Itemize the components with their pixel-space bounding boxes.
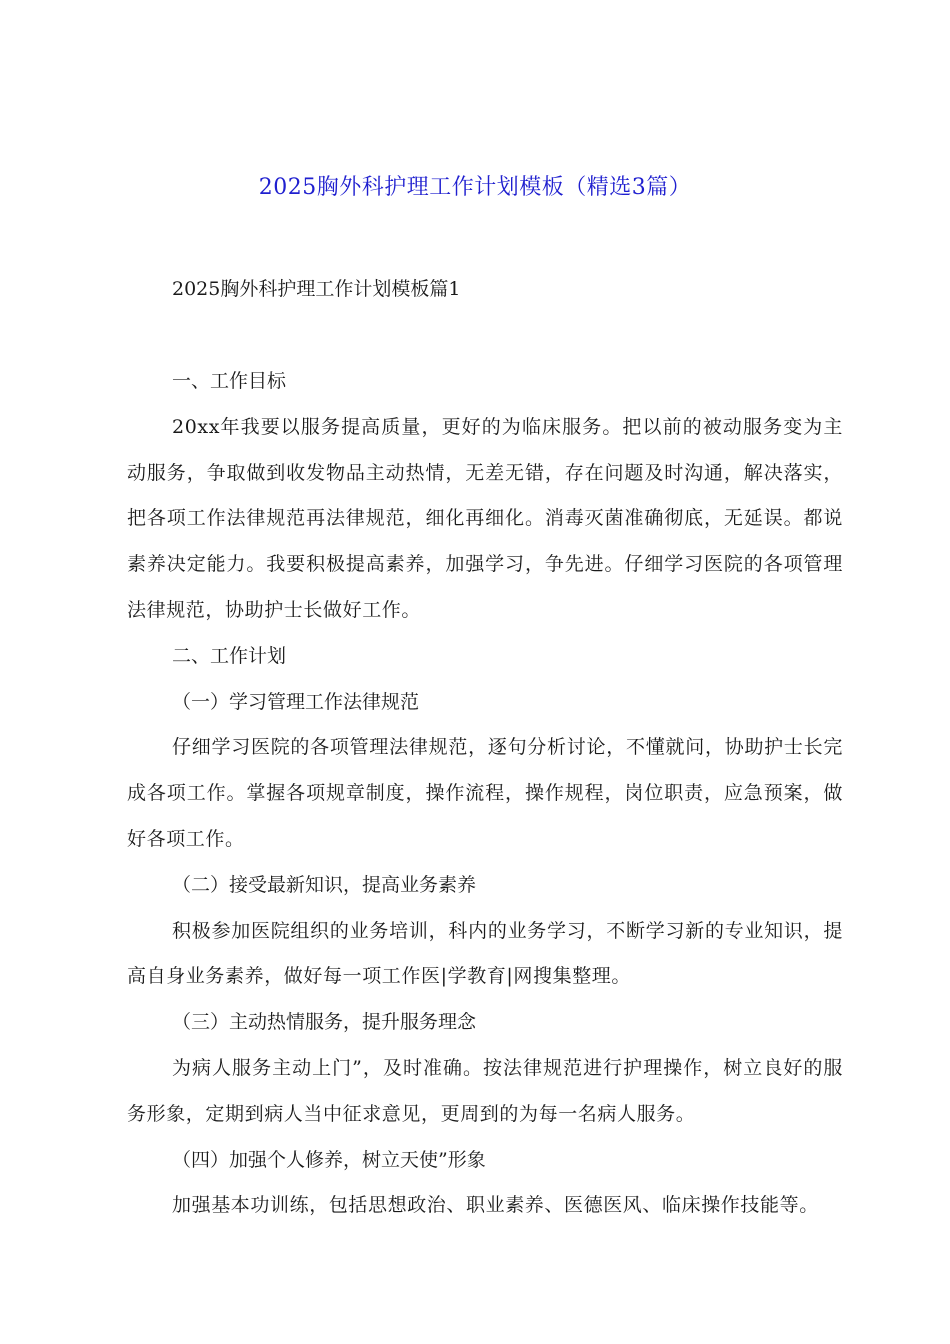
document-body <box>127 359 843 1229</box>
section-heading-plan: 二、工作计划 <box>172 644 287 667</box>
subsection-heading-4: （四）加强个人修养，树立天使”形象 <box>172 1148 486 1171</box>
section-paragraph-goals: 20xx年我要以服务提高质量，更好的为临床服务。把以前的被动服务变为主动服务，争取做到收发物品主动热情，无差无错，存在问题及时沟通，解决落实，把各项工作法律规范再法律规范，细化再细化。消毒灭菌准确彻底，无延误。都说素养决定能力。我要积极提高素养，加强学习，争先进。仔细学习医院的各项管理法律规范，协助护士长做好工作。 <box>127 415 843 621</box>
subsection-paragraph-1: 仔细学习医院的各项管理法律规范，逐句分析讨论，不懂就问，协助护士长完成各项工作。掌握各项规章制度，操作流程，操作规程，岗位职责，应急预案，做好各项工作。 <box>127 736 843 850</box>
subsection-heading-1: （一）学习管理工作法律规范 <box>172 690 420 713</box>
subsection-paragraph-4: 加强基本功训练，包括思想政治、职业素养、医德医风、临床操作技能等。 <box>172 1194 819 1217</box>
subsection-heading-2: （二）接受最新知识，提高业务素养 <box>172 873 477 896</box>
subsection-paragraph-3: 为病人服务主动上门”，及时准确。按法律规范进行护理操作，树立良好的服务形象，定期到病人当中征求意见，更周到的为每一名病人服务。 <box>127 1056 843 1125</box>
subsection-heading-3: （三）主动热情服务，提升服务理念 <box>172 1011 477 1034</box>
document-title: 2025胸外科护理工作计划模板（精选3篇） <box>258 175 692 200</box>
section-heading-goals: 一、工作目标 <box>172 370 287 392</box>
article-subtitle: 2025胸外科护理工作计划模板篇1 <box>172 278 461 300</box>
subsection-paragraph-2: 积极参加医院组织的业务培训，科内的业务学习，不断学习新的专业知识，提高自身业务素养，做好每一项工作医|学教育|网搜集整理。 <box>127 919 843 988</box>
